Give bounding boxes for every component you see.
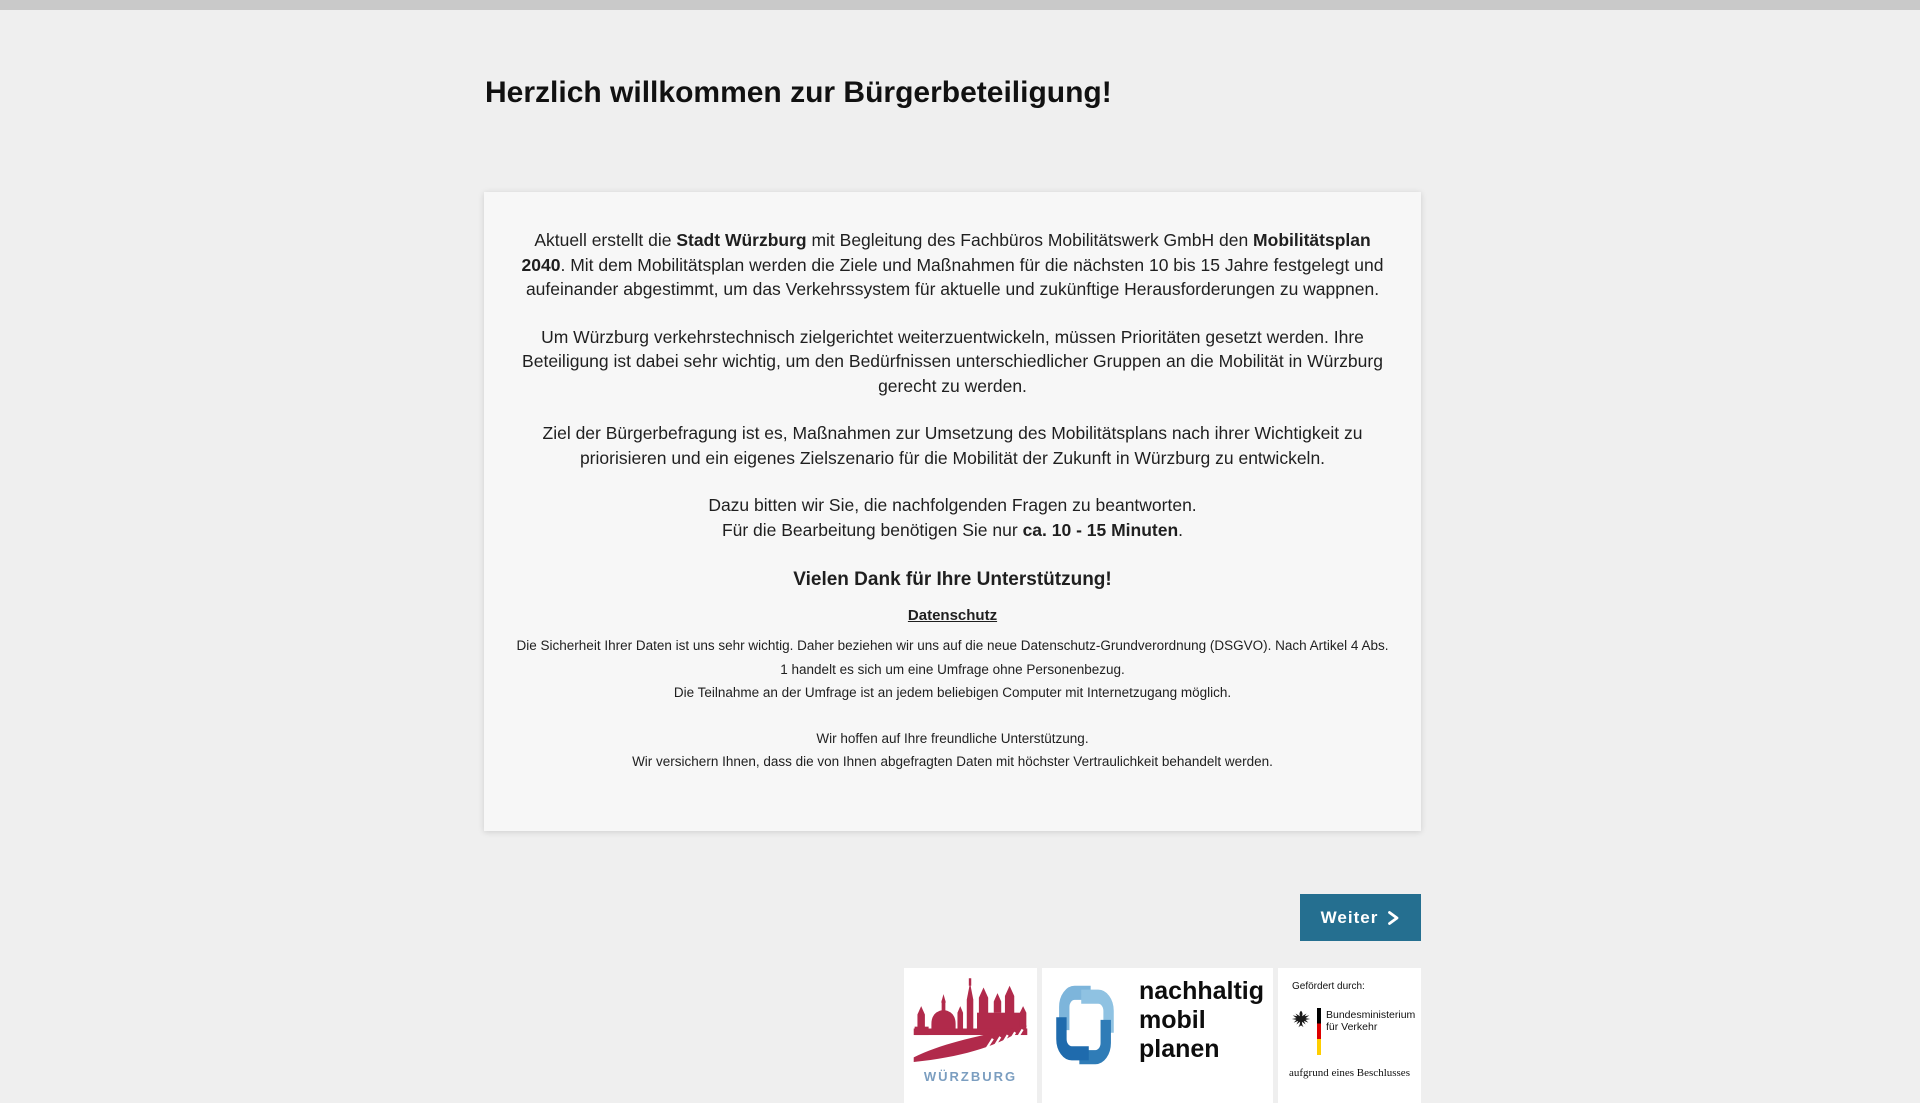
weiter-label: Weiter (1320, 907, 1379, 927)
weiter-button[interactable] (1300, 894, 1421, 941)
german-eagle-icon (1290, 1008, 1312, 1030)
ministry-row (1290, 1008, 1415, 1055)
bmv-funding-logo (1278, 968, 1421, 1103)
thanks-heading: Vielen Dank für Ihre Unterstützung! (793, 569, 1112, 590)
page-title: Herzlich willkommen zur Bürgerbeteiligung! (485, 76, 1112, 109)
nmp-logo-text (1139, 977, 1264, 1064)
p4-line1: Dazu bitten wir Sie, die nachfolgenden Fragen zu beantworten. (708, 495, 1197, 515)
ministry-line-1: Bundesministerium (1326, 1009, 1416, 1021)
wuerzburg-logo-caption: WÜRZBURG (923, 1069, 1018, 1084)
datenschutz-heading: Datenschutz (907, 606, 998, 624)
nmp-line-1: nachhaltig (1139, 977, 1265, 1005)
datenschutz-text (512, 634, 1393, 705)
funding-header: Gefördert durch: (1292, 981, 1365, 992)
nachhaltig-mobil-planen-logo (1042, 968, 1273, 1103)
wuerzburg-logo (904, 968, 1037, 1103)
nmp-line-2: mobil (1139, 1006, 1206, 1034)
intro-paragraph-4 (512, 493, 1393, 542)
p4-line2-post: . (1178, 519, 1184, 540)
german-flag-bar (1317, 1008, 1321, 1055)
p1-text-post: . Mit dem Mobilitätsplan werden die Ziele und Maßnahmen für die nächsten 10 bis 15 Jahre festgelegt und aufeinander abgestimmt, um das Verkehrssystem für aktuelle und zukünftige Herausforderungen zu wappnen. (525, 254, 1384, 299)
funding-note: aufgrund eines Beschlusses (1289, 1067, 1410, 1079)
intro-paragraph-1 (512, 228, 1393, 302)
top-progress-bar (0, 0, 1920, 10)
datenschutz-line-2: Die Teilnahme an der Umfrage ist an jedem beliebigen Computer mit Internetzugang möglich. (673, 685, 1232, 700)
datenschutz-line-1: Die Sicherheit Ihrer Daten ist uns sehr wichtig. Daher beziehen wir uns auf die neue Datenschutz-Grundverordnung (DSGVO). Nach Artikel 4 Abs. 1 handelt es sich um eine Umfrage ohne Personenbezug. (516, 638, 1389, 677)
ministry-name (1326, 1008, 1415, 1033)
p1-text-pre: Aktuell erstellt die (534, 230, 677, 250)
closing-line-2: Wir versichern Ihnen, dass die von Ihnen abgefragten Daten mit höchster Vertraulichkeit behandelt werden. (632, 754, 1273, 769)
ministry-line-2: für Verkehr (1326, 1021, 1378, 1033)
intro-paragraph-2: Um Würzburg verkehrstechnisch zielgerichtet weiterzuentwickeln, müssen Prioritäten gesetzt werden. Ihre Beteiligung ist dabei sehr wichtig, um den Bedürfnissen unterschiedlicher Gruppen an die Mobilität in Würzburg gerecht zu werden. (522, 326, 1383, 396)
p1-bold-mobilitaetsplan: Mobilitätsplan 2040 (521, 230, 1371, 275)
wuerzburg-skyline-icon (910, 974, 1031, 1070)
chevron-right-icon (1387, 911, 1400, 925)
p1-text-mid: mit Begleitung des Fachbüros Mobilitätswerk GmbH den (806, 230, 1254, 250)
p4-line2-pre: Für die Bearbeitung benötigen Sie nur (721, 519, 1023, 540)
p1-bold-stadt-wuerzburg: Stadt Würzburg (676, 230, 807, 250)
nmp-pinwheel-icon (1052, 980, 1118, 1070)
closing-text (512, 727, 1393, 774)
p4-bold-duration: ca. 10 - 15 Minuten (1022, 519, 1179, 540)
intro-paragraph-3: Ziel der Bürgerbefragung ist es, Maßnahmen zur Umsetzung des Mobilitätsplans nach ihrer Wichtigkeit zu priorisieren und ein eigenes Zielszenario für die Mobilität der Zukunft in Würzburg zu entwickeln. (542, 423, 1363, 468)
nmp-line-3: planen (1139, 1035, 1220, 1063)
closing-line-1: Wir hoffen auf Ihre freundliche Unterstützung. (816, 730, 1089, 746)
intro-card (484, 192, 1421, 831)
